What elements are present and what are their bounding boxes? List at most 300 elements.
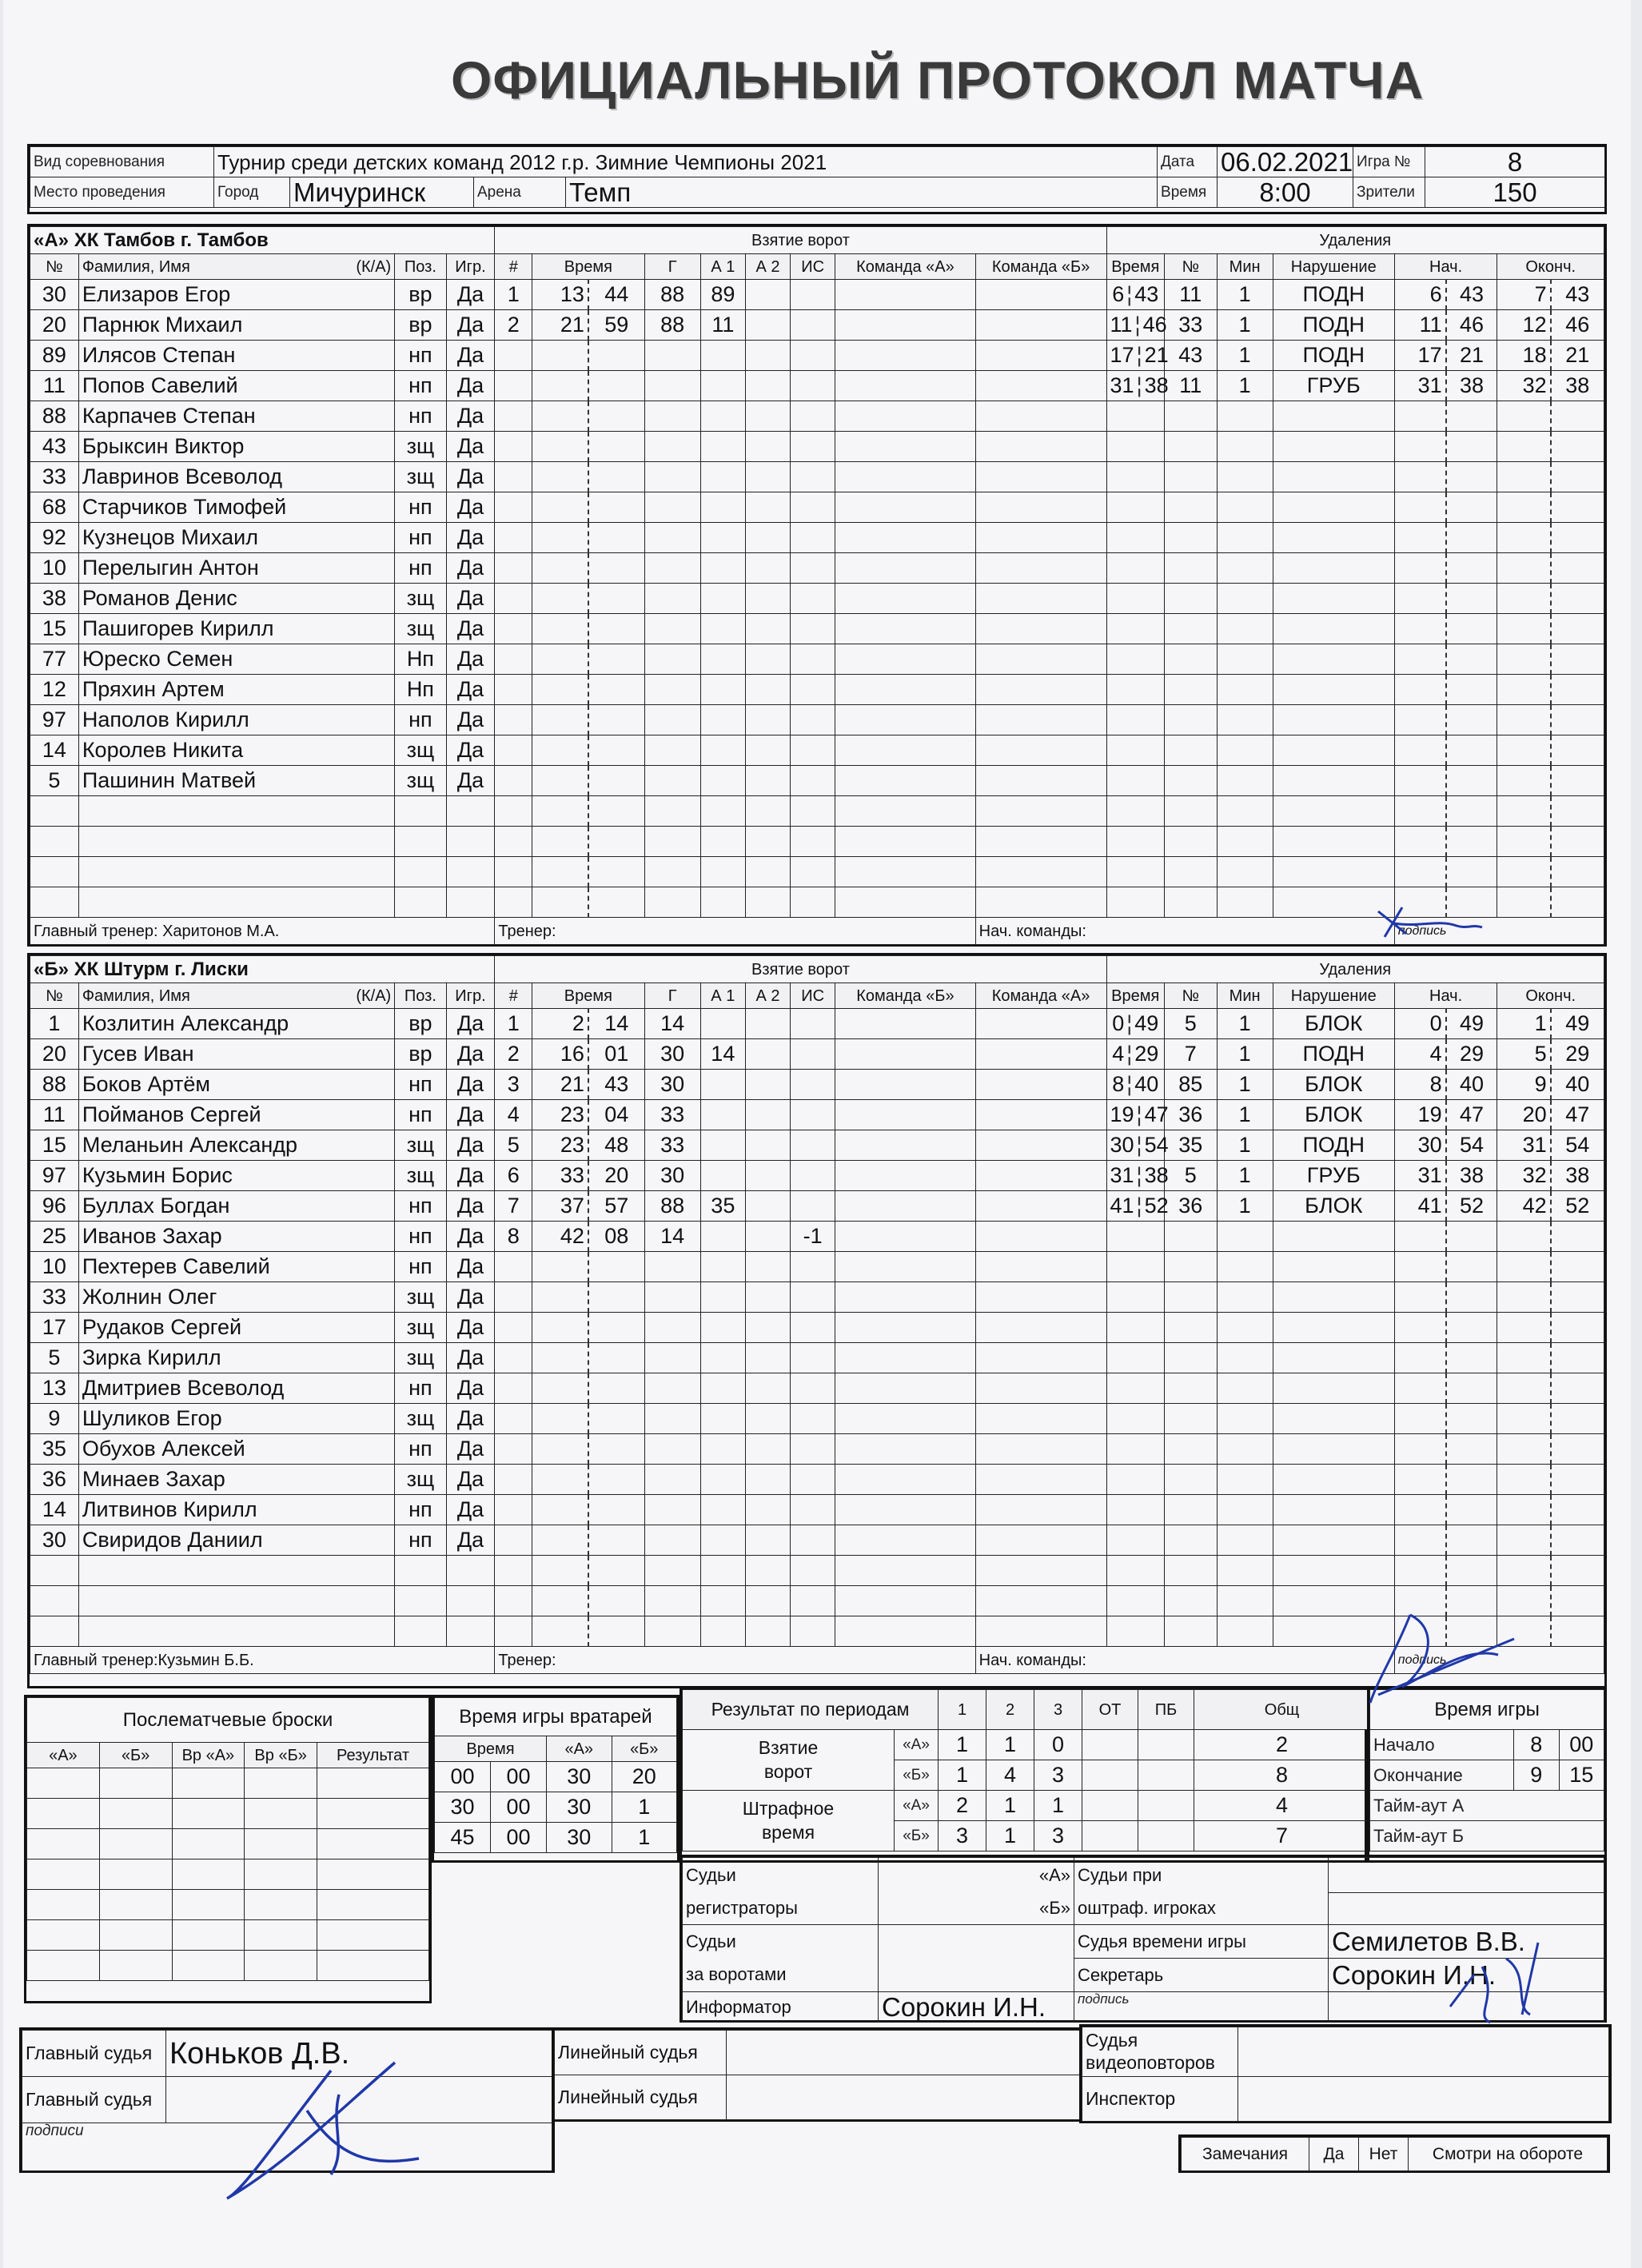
teamA-empty-cell xyxy=(495,614,532,644)
teamB-empty-cell xyxy=(532,1556,588,1586)
teamB-empty-cell xyxy=(1106,1495,1165,1525)
teamB-player-row xyxy=(30,1282,1604,1313)
teamB-goal-scorer: 30 xyxy=(644,1070,700,1100)
teamB-pen-start-sec: 52 xyxy=(1446,1191,1497,1222)
teamA-empty-cell xyxy=(644,462,700,492)
teamB-empty-cell xyxy=(1394,1404,1445,1434)
teamA-pen-minutes: 1 xyxy=(1217,341,1273,371)
teamB-empty-cell xyxy=(532,1495,588,1525)
teamB-penalties-title: Удаления xyxy=(1106,956,1604,983)
teamA-empty-cell xyxy=(532,371,588,401)
teamB-goal-minute: 37 xyxy=(532,1191,588,1222)
teamA-empty-cell xyxy=(1273,857,1394,887)
teamA-pen-end-sec: 43 xyxy=(1551,280,1604,310)
teamB-player-row xyxy=(30,1222,1604,1252)
teamA-player-number: 92 xyxy=(30,523,79,553)
teamA-empty-cell xyxy=(1165,644,1218,675)
penbox-label-2: оштраф. игроках xyxy=(1074,1893,1329,1925)
registrar-team-b: «Б» xyxy=(879,1893,1074,1925)
teamB-empty-cell xyxy=(835,1161,975,1191)
teamA-empty-cell xyxy=(588,766,644,796)
teamB-empty-cell xyxy=(644,1343,700,1373)
teamA-empty-cell xyxy=(495,827,532,857)
teamB-goal-second: 01 xyxy=(588,1039,644,1070)
teamA-empty-cell xyxy=(1497,705,1551,735)
teamB-empty-cell xyxy=(835,1009,975,1039)
teamB-player-number: 13 xyxy=(30,1373,79,1404)
teamB-goal-minute: 42 xyxy=(532,1222,588,1252)
teamA-pen-time-min: 11 xyxy=(1110,313,1133,337)
referees-signatures-label: подписи xyxy=(22,2123,552,2171)
teamB-player-position: зщ xyxy=(395,1465,446,1495)
teamA-player-played: Да xyxy=(446,523,495,553)
teamA-header-pos: Поз. xyxy=(395,254,446,280)
teamB-empty-cell xyxy=(835,1616,975,1647)
teamA-empty-cell xyxy=(835,766,975,796)
game-start-label: Начало xyxy=(1370,1730,1514,1760)
teamA-empty-cell xyxy=(532,857,588,887)
teamB-goal-scorer: 30 xyxy=(644,1161,700,1191)
teamB-pen-start-min: 41 xyxy=(1394,1191,1445,1222)
teamA-empty-cell xyxy=(1217,675,1273,705)
teamB-empty-cell xyxy=(495,1616,532,1647)
teamB-empty-cell xyxy=(1446,1586,1497,1616)
shootout-col-vrb: Вр «Б» xyxy=(245,1743,317,1768)
teamA-empty-cell xyxy=(835,523,975,553)
teamA-empty-cell xyxy=(745,614,790,644)
teamA-player-name: Елизаров Егор xyxy=(78,280,394,310)
teamB-pen-start-min: 19 xyxy=(1394,1100,1445,1130)
teamA-empty-cell xyxy=(1106,553,1165,584)
teamA-empty-cell xyxy=(532,705,588,735)
teamB-empty-cell xyxy=(975,1495,1106,1525)
teamA-empty-cell xyxy=(1217,766,1273,796)
teamB-empty-cell xyxy=(1165,1222,1218,1252)
teamB-empty-cell xyxy=(1165,1252,1218,1282)
teamA-empty-cell xyxy=(644,492,700,523)
goalie-time-col-b: «Б» xyxy=(612,1736,677,1762)
teamA-header-team-col-2: Команда «Б» xyxy=(975,254,1106,280)
team-b-table xyxy=(30,955,1604,1674)
time-label: Время xyxy=(1158,177,1218,208)
teamA-empty-cell xyxy=(532,675,588,705)
teamB-header-pen-time: Время xyxy=(1106,983,1165,1009)
teamB-empty-cell xyxy=(1394,1586,1445,1616)
teamA-empty-cell xyxy=(644,827,700,857)
teamB-empty-cell xyxy=(700,1313,745,1343)
teamB-empty-cell xyxy=(745,1404,790,1434)
teamB-empty-cell xyxy=(700,1616,745,1647)
teamB-player-played: Да xyxy=(446,1039,495,1070)
teamA-player-name: Романов Денис xyxy=(78,584,394,614)
teamA-empty-cell xyxy=(1273,827,1394,857)
teamB-player-row xyxy=(30,1009,1604,1039)
teamA-empty-cell xyxy=(30,827,79,857)
teamB-empty-cell xyxy=(495,1525,532,1556)
teamA-player-row xyxy=(30,280,1604,310)
teamB-empty-cell xyxy=(588,1586,644,1616)
teamB-player-number: 96 xyxy=(30,1191,79,1222)
teamB-header-ka: (К/А) xyxy=(356,987,392,1005)
teamB-empty-cell xyxy=(745,1616,790,1647)
teamB-goal-assist-1 xyxy=(700,1070,745,1100)
teamA-goal-assist-1: 89 xyxy=(700,280,745,310)
goalie-row-3-a: 30 xyxy=(547,1823,612,1853)
teamB-empty-cell xyxy=(1446,1313,1497,1343)
teamA-pen-minute: 11 ¦ 46 xyxy=(1106,310,1165,341)
teamA-empty-cell xyxy=(791,371,835,401)
teamB-pen-minute: 41 ¦ 52 xyxy=(1106,1191,1165,1222)
teamA-empty-cell xyxy=(745,584,790,614)
teamA-empty-cell xyxy=(1217,796,1273,827)
teamA-empty-cell xyxy=(495,523,532,553)
teamB-empty-cell xyxy=(1551,1404,1604,1434)
teamA-empty-cell xyxy=(1551,644,1604,675)
teamA-empty-cell xyxy=(588,401,644,432)
teamB-goal-minute: 21 xyxy=(532,1070,588,1100)
teamB-empty-cell xyxy=(835,1130,975,1161)
teamA-empty-cell xyxy=(791,887,835,918)
teamA-empty-cell xyxy=(644,735,700,766)
teamB-empty-cell xyxy=(644,1434,700,1465)
teamA-player-position: нп xyxy=(395,492,446,523)
match-header xyxy=(27,144,1607,214)
teamA-player-played: Да xyxy=(446,584,495,614)
teamB-player-number: 33 xyxy=(30,1282,79,1313)
teamB-pen-minute: 4 ¦ 29 xyxy=(1106,1039,1165,1070)
teamB-player-played: Да xyxy=(446,1343,495,1373)
teamA-goal-assist-2 xyxy=(745,280,790,310)
teamB-empty-cell xyxy=(1446,1434,1497,1465)
teamA-pen-time-min: 17 xyxy=(1110,343,1134,367)
teamB-empty-cell xyxy=(495,1252,532,1282)
teamA-player-played: Да xyxy=(446,310,495,341)
teamA-empty-cell xyxy=(835,341,975,371)
teamA-player-row xyxy=(30,614,1604,644)
teamB-empty-cell xyxy=(791,1343,835,1373)
teamA-header-pen-num: № xyxy=(1165,254,1218,280)
teamA-empty-cell xyxy=(644,523,700,553)
teamB-goal-number: 5 xyxy=(495,1130,532,1161)
teamB-goal-second: 43 xyxy=(588,1070,644,1100)
teamA-empty-cell xyxy=(700,341,745,371)
teamB-empty-cell xyxy=(588,1495,644,1525)
teamB-goal-minute: 23 xyxy=(532,1130,588,1161)
pim-b-total: 7 xyxy=(1194,1821,1370,1851)
teamB-player-played: Да xyxy=(446,1525,495,1556)
teamB-empty-cell xyxy=(1106,1373,1165,1404)
teamB-pen-time-sec: 54 xyxy=(1144,1133,1169,1157)
teamA-player-position: зщ xyxy=(395,432,446,462)
teamB-goal-scorer: 88 xyxy=(644,1191,700,1222)
teamA-header-pen-time: Время xyxy=(1106,254,1165,280)
teamB-empty-cell xyxy=(1551,1252,1604,1282)
teamB-player-name: Обухов Алексей xyxy=(78,1434,394,1465)
teamA-pen-time-sec: 46 xyxy=(1142,313,1167,337)
teamB-player-name: Боков Артём xyxy=(78,1070,394,1100)
teamB-empty-cell xyxy=(1106,1252,1165,1282)
teamA-player-position: нп xyxy=(395,401,446,432)
teamB-empty-cell xyxy=(1394,1525,1445,1556)
teamB-empty-cell xyxy=(588,1556,644,1586)
spectators-label: Зрители xyxy=(1353,177,1425,208)
teamA-pen-end-sec: 46 xyxy=(1551,310,1604,341)
teamA-empty-cell xyxy=(700,857,745,887)
goalie-row-2-mm: 30 xyxy=(435,1792,491,1823)
teamB-empty-cell xyxy=(700,1282,745,1313)
teamB-player-played: Да xyxy=(446,1130,495,1161)
teamA-empty-cell xyxy=(588,584,644,614)
teamB-player-row xyxy=(30,1130,1604,1161)
teamA-empty-cell xyxy=(745,371,790,401)
teamA-empty-cell xyxy=(1273,523,1394,553)
teamA-empty-cell xyxy=(700,735,745,766)
teamB-goal-strength xyxy=(791,1070,835,1100)
teamA-header-team-col-1: Команда «А» xyxy=(835,254,975,280)
teamA-empty-cell xyxy=(1106,887,1165,918)
teamB-player-position: нп xyxy=(395,1525,446,1556)
teamA-goals-title: Взятие ворот xyxy=(495,227,1106,254)
teamB-empty-cell xyxy=(1106,1343,1165,1373)
teamB-empty-cell xyxy=(588,1313,644,1343)
teamB-goal-scorer: 14 xyxy=(644,1009,700,1039)
teamA-player-number: 43 xyxy=(30,432,79,462)
teamB-player-played: Да xyxy=(446,1404,495,1434)
date-label: Дата xyxy=(1158,147,1218,177)
teamB-goal-scorer: 33 xyxy=(644,1100,700,1130)
teamB-pen-end-min: 9 xyxy=(1497,1070,1551,1100)
teamA-empty-cell xyxy=(975,887,1106,918)
teamA-empty-cell xyxy=(30,857,79,887)
teamA-pen-time-min: 6 xyxy=(1112,282,1125,306)
teamA-player-row xyxy=(30,432,1604,462)
teamB-pen-time-min: 4 xyxy=(1112,1042,1125,1066)
teamB-goal-second: 20 xyxy=(588,1161,644,1191)
teamB-player-played: Да xyxy=(446,1282,495,1313)
teamA-empty-cell xyxy=(1165,492,1218,523)
teamA-empty-cell xyxy=(700,371,745,401)
teamA-empty-cell xyxy=(495,857,532,887)
teamB-empty-cell xyxy=(975,1191,1106,1222)
teamA-player-position: нп xyxy=(395,523,446,553)
teamA-signature-label: подпись xyxy=(1394,918,1604,945)
teamA-player-row xyxy=(30,796,1604,827)
teamA-empty-cell xyxy=(791,796,835,827)
teamA-empty-cell xyxy=(1394,705,1445,735)
teamB-empty-cell xyxy=(1551,1495,1604,1525)
teamA-pen-start-min: 6 xyxy=(1394,280,1445,310)
teamA-player-number: 12 xyxy=(30,675,79,705)
teamB-empty-cell xyxy=(700,1525,745,1556)
shootout-col-vra: Вр «А» xyxy=(172,1743,245,1768)
teamA-header-a2: А 2 xyxy=(745,254,790,280)
teamB-player-position: нп xyxy=(395,1252,446,1282)
city-label: Город xyxy=(214,177,290,208)
teamA-empty-cell xyxy=(1394,432,1445,462)
teamB-player-name: Зирка Кирилл xyxy=(78,1343,394,1373)
teamB-empty-cell xyxy=(1165,1313,1218,1343)
teamB-empty-cell xyxy=(1446,1282,1497,1313)
teamB-empty-cell xyxy=(1273,1434,1394,1465)
shootout-col-b: «Б» xyxy=(99,1743,172,1768)
teamA-player-row xyxy=(30,887,1604,918)
teamA-empty-cell xyxy=(644,796,700,827)
teamB-empty-cell xyxy=(1273,1282,1394,1313)
teamA-player-number: 10 xyxy=(30,553,79,584)
teamB-empty-cell xyxy=(975,1252,1106,1282)
teamB-header-a2: А 2 xyxy=(745,983,790,1009)
teamA-empty-cell xyxy=(1446,644,1497,675)
teamA-empty-cell xyxy=(1273,401,1394,432)
teamA-pen-end-min: 12 xyxy=(1497,310,1551,341)
teamA-empty-cell xyxy=(1165,735,1218,766)
teamB-player-number: 17 xyxy=(30,1313,79,1343)
teamA-empty-cell xyxy=(745,341,790,371)
teamA-empty-cell xyxy=(78,827,394,857)
teamB-pen-violation: ПОДН xyxy=(1273,1039,1394,1070)
teamB-empty-cell xyxy=(588,1465,644,1495)
teamA-empty-cell xyxy=(700,523,745,553)
teamB-empty-cell xyxy=(791,1434,835,1465)
teamA-empty-cell xyxy=(835,553,975,584)
teamA-player-row xyxy=(30,462,1604,492)
teamB-header-name-text: Фамилия, Имя xyxy=(82,987,190,1005)
teamA-empty-cell xyxy=(1497,644,1551,675)
teamA-empty-cell xyxy=(1446,462,1497,492)
teamA-empty-cell xyxy=(1217,827,1273,857)
inspector-label: Инспектор xyxy=(1082,2077,1238,2122)
timekeeper-value: Семилетов В.В. xyxy=(1329,1925,1604,1959)
pim-b-p2: 1 xyxy=(986,1821,1034,1851)
teamB-empty-cell xyxy=(1446,1556,1497,1586)
teamA-empty-cell xyxy=(1165,462,1218,492)
teamB-pen-end-sec: 49 xyxy=(1551,1009,1604,1039)
teamB-player-number: 10 xyxy=(30,1252,79,1282)
teamB-player-position: зщ xyxy=(395,1313,446,1343)
teamB-player-name: Пойманов Сергей xyxy=(78,1100,394,1130)
teamB-empty-cell xyxy=(1551,1313,1604,1343)
teamA-pen-time-sec: 21 xyxy=(1144,343,1169,367)
game-start-hours: 8 xyxy=(1514,1730,1560,1760)
teamA-empty-cell xyxy=(745,857,790,887)
secretary-value: Сорокин И.Н. xyxy=(1329,1959,1604,1992)
teamA-empty-cell xyxy=(975,432,1106,462)
teamB-header-team-col-2: Команда «А» xyxy=(975,983,1106,1009)
teamB-goal-assist-1 xyxy=(700,1009,745,1039)
teamA-empty-cell xyxy=(1394,462,1445,492)
teamB-empty-cell xyxy=(1106,1313,1165,1343)
officials-signature-label: подпись xyxy=(1074,1992,1329,2023)
teamB-player-number: 5 xyxy=(30,1343,79,1373)
teamB-empty-cell xyxy=(835,1343,975,1373)
teamA-player-number: 88 xyxy=(30,401,79,432)
teamA-empty-cell xyxy=(700,705,745,735)
teamB-coach-label: Тренер: xyxy=(495,1647,975,1674)
registrars-label-2: регистраторы xyxy=(683,1893,879,1925)
teamA-empty-cell xyxy=(1165,432,1218,462)
teamA-empty-cell xyxy=(1273,432,1394,462)
teamB-pen-start-sec: 40 xyxy=(1446,1070,1497,1100)
teamB-header-pen-violation: Нарушение xyxy=(1273,983,1394,1009)
teamB-empty-cell xyxy=(975,1465,1106,1495)
teamB-title: «Б» ХК Штурм г. Лиски xyxy=(30,956,495,983)
teamA-empty-cell xyxy=(975,614,1106,644)
teamB-empty-cell xyxy=(78,1616,394,1647)
teamA-pen-player-number: 11 xyxy=(1165,371,1218,401)
teamB-empty-cell xyxy=(1106,1434,1165,1465)
teamB-header-g: Г xyxy=(644,983,700,1009)
teamB-goal-assist-1: 35 xyxy=(700,1191,745,1222)
teamB-goal-number: 1 xyxy=(495,1009,532,1039)
teamA-empty-cell xyxy=(835,735,975,766)
teamA-empty-cell xyxy=(1394,827,1445,857)
teamA-empty-cell xyxy=(1551,827,1604,857)
teamB-empty-cell xyxy=(791,1495,835,1525)
teamB-goal-assist-2 xyxy=(745,1100,790,1130)
teamA-penalties-title: Удаления xyxy=(1106,227,1604,254)
teamB-empty-cell xyxy=(1165,1404,1218,1434)
teamB-empty-cell xyxy=(1217,1343,1273,1373)
teamB-pen-end-sec: 47 xyxy=(1551,1100,1604,1130)
teamB-empty-cell xyxy=(532,1465,588,1495)
teamB-empty-cell xyxy=(1273,1495,1394,1525)
teamA-player-row xyxy=(30,766,1604,796)
teamB-empty-cell xyxy=(791,1313,835,1343)
teamA-empty-cell xyxy=(1165,401,1218,432)
teamA-empty-cell xyxy=(644,432,700,462)
teamB-empty-cell xyxy=(975,1313,1106,1343)
arena-label: Арена xyxy=(474,177,566,208)
teamB-empty-cell xyxy=(1165,1434,1218,1465)
period-goals-team-b: «Б» xyxy=(895,1760,939,1791)
teamA-player-position: нп xyxy=(395,341,446,371)
teamA-player-row xyxy=(30,675,1604,705)
teamA-empty-cell xyxy=(835,280,975,310)
teamB-player-position: нп xyxy=(395,1434,446,1465)
teamB-player-number: 25 xyxy=(30,1222,79,1252)
teamA-empty-cell xyxy=(700,492,745,523)
teamB-goal-assist-1: 14 xyxy=(700,1039,745,1070)
teamB-empty-cell xyxy=(588,1525,644,1556)
teamA-empty-cell xyxy=(1446,523,1497,553)
teamB-player-name: Гусев Иван xyxy=(78,1039,394,1070)
teamA-empty-cell xyxy=(1394,766,1445,796)
teamA-empty-cell xyxy=(1551,735,1604,766)
teamB-pen-time-min: 0 xyxy=(1112,1011,1125,1035)
teamA-empty-cell xyxy=(1394,553,1445,584)
teamB-empty-cell xyxy=(1394,1373,1445,1404)
teamA-empty-cell xyxy=(644,553,700,584)
teamB-empty-cell xyxy=(700,1252,745,1282)
teamB-empty-cell xyxy=(745,1252,790,1282)
teamB-pen-time-sec: 52 xyxy=(1144,1194,1169,1218)
teamB-empty-cell xyxy=(1217,1465,1273,1495)
teamB-empty-cell xyxy=(791,1252,835,1282)
teamB-player-row xyxy=(30,1525,1604,1556)
teamA-pen-minutes: 1 xyxy=(1217,310,1273,341)
teamB-header-team-col-1: Команда «Б» xyxy=(835,983,975,1009)
teamA-empty-cell xyxy=(588,705,644,735)
competition-value: Турнир среди детских команд 2012 г.р. Зимние Чемпионы 2021 xyxy=(214,147,1158,177)
teamA-empty-cell xyxy=(1446,766,1497,796)
teamA-empty-cell xyxy=(532,462,588,492)
teamA-empty-cell xyxy=(1106,827,1165,857)
teamA-empty-cell xyxy=(1497,766,1551,796)
teamA-empty-cell xyxy=(1394,796,1445,827)
teamA-empty-cell xyxy=(495,492,532,523)
teamA-player-name: Кузнецов Михаил xyxy=(78,523,394,553)
teamB-empty-cell xyxy=(588,1616,644,1647)
